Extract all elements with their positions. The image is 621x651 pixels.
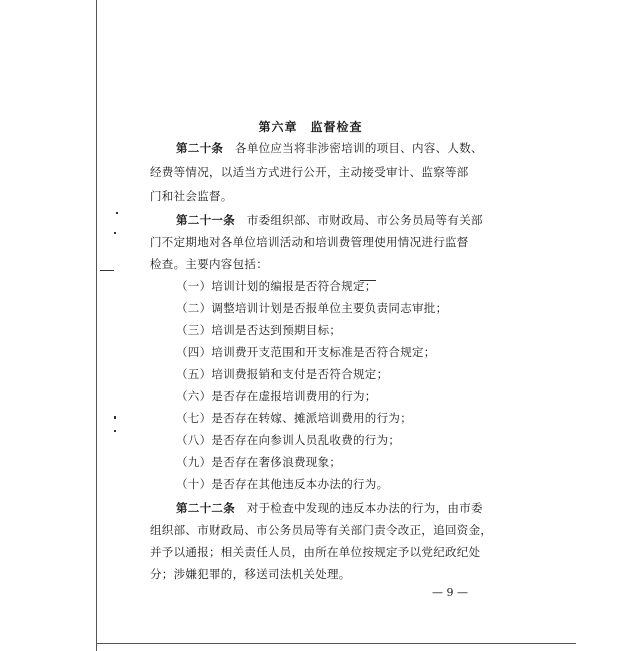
article-20-heading: 第二十条 (176, 141, 224, 155)
scan-edge-left (96, 0, 97, 651)
article-21-heading: 第二十一条 (176, 213, 235, 227)
scan-speck (114, 416, 116, 419)
check-item: （七）是否存在转嫁、摊派培训费用的行为； (176, 411, 412, 425)
page-number: — 9 — (432, 586, 468, 599)
check-item: （三）培训是否达到预期目标； (176, 323, 342, 337)
check-item: （九）是否存在奢侈浪费现象； (176, 455, 342, 469)
article-22-line-3: 并予以通报；相关责任人员，由所在单位按规定予以党纪政纪处 (150, 545, 481, 559)
article-22-line-4: 分；涉嫌犯罪的，移送司法机关处理。 (150, 567, 351, 581)
chapter-title: 第六章 监督检查 (258, 120, 363, 134)
scan-speck (114, 232, 116, 234)
scan-speck (100, 270, 114, 271)
article-20-text-1: 各单位应当将非涉密培训的项目、内容、人数、 (235, 141, 483, 155)
scan-speck (114, 430, 116, 432)
article-22-line-2: 组织部、市财政局、市公务员局等有关部门责令改正，追回资金， (150, 523, 493, 537)
check-item: （一）培训计划的编报是否符合规定； (176, 279, 377, 293)
article-21-text-1: 市委组织部、市财政局、市公务员局等有关部 (246, 213, 483, 227)
article-21-line-1 (176, 212, 483, 228)
check-item: （六）是否存在虚报培训费用的行为； (176, 389, 377, 403)
check-item: （二）调整培训计划是否报单位主要负责同志审批； (176, 301, 448, 315)
check-item: （十）是否存在其他违反本办法的行为。 (176, 477, 389, 491)
article-20-line-1 (176, 140, 483, 156)
article-20-line-2: 经费等情况，以适当方式进行公开，主动接受审计、监察等部 (150, 165, 469, 179)
scan-speck (116, 212, 118, 214)
article-21-line-2: 门不定期地对各单位培训活动和培训费管理使用情况进行监督 (150, 235, 469, 249)
check-item: （四）培训费开支范围和开支标准是否符合规定； (176, 345, 436, 359)
article-22-text-1: 对于检查中发现的违反本办法的行为，由市委 (246, 501, 483, 515)
scan-edge-bottom (96, 643, 576, 644)
check-item: （五）培训费报销和支付是否符合规定； (176, 367, 389, 381)
article-22-heading: 第二十二条 (176, 501, 235, 515)
article-22-line-1 (176, 500, 483, 516)
article-21-line-3: 检查。主要内容包括： (150, 257, 268, 271)
check-item: （八）是否存在向参训人员乱收费的行为； (176, 433, 401, 447)
article-20-line-3: 门和社会监督。 (150, 189, 233, 203)
